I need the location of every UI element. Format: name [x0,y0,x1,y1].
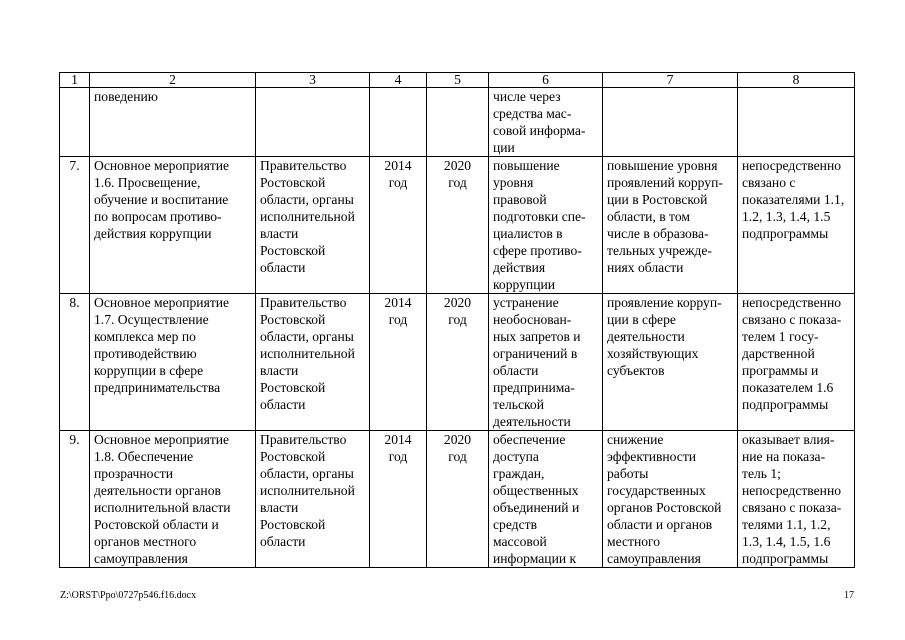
cell-text-line: области, органы [260,329,354,344]
cell-text-line: год [448,175,467,190]
cell-text-line: противодействию [94,346,197,361]
indicator-link-cell [738,88,855,157]
cell-text-line: деятельности [607,329,685,344]
cell-text-line: год [448,312,467,327]
cell-text-line: Правительство [260,432,347,447]
expected-result-cell [489,431,603,568]
cell-text-line: повышение [493,158,560,173]
executor-cell [256,157,370,294]
cell-text-line: подготовки спе- [493,209,586,224]
expected-result-cell [489,157,603,294]
cell-text-line: проявление корруп- [607,295,722,310]
header-cell: 1 [60,73,90,88]
indicator-link-cell [738,157,855,294]
cell-text-line: предпринимательства [94,380,221,395]
cell-text-line: объединений и [493,500,580,515]
cell-text-line: программы и [742,363,819,378]
cell-text-line: ных запретов и [493,329,581,344]
cell-text-line: деятельности органов [94,483,221,498]
cell-text-line: области, органы [260,466,354,481]
cell-text-line: непосредственно [742,295,842,310]
table-row [60,157,855,294]
table-row [60,294,855,431]
measure-name-cell [90,294,256,431]
cell-text-line: год [388,449,408,464]
cell-text-line: 2014 [384,158,412,173]
cell-text-line: связано с показа- [742,312,842,327]
cell-text-line: проявлений корруп- [607,175,723,190]
cell-text-line: 2020 [443,432,472,447]
cell-text-line: власти [260,500,299,515]
cell-text-line: 1.7. Осуществление [94,312,209,327]
table-row [60,88,855,157]
cell-text-line: доступа [493,449,539,464]
cell-text-line: показателем 1.6 [742,380,834,395]
cell-text-line: устранение [493,295,559,310]
start-year-cell [370,157,427,294]
cell-text-line: совой информа- [493,123,586,138]
cell-text-line: 8. [69,295,80,310]
cell-text-line: коррупции в сфере [94,363,204,378]
consequences-cell [603,431,738,568]
cell-text-line: 7. [69,158,80,173]
header-cell: 4 [370,73,427,88]
cell-text-line: 1.8. Обеспечение [94,449,194,464]
cell-text-line: ции [493,140,515,155]
cell-text-line: средств [493,517,537,532]
cell-text-line: Правительство [260,295,347,310]
cell-text-line: по вопросам противо- [94,209,222,224]
header-cell: 7 [603,73,738,88]
cell-text-line: эффективности [607,449,697,464]
cell-text-line: подпрограммы [742,226,829,241]
cell-text-line: коррупции [493,277,556,292]
cell-text-line: дарственной [742,346,815,361]
cell-text-line: действия коррупции [94,226,212,241]
cell-text-line: власти [260,363,299,378]
cell-text-line: комплекса мер по [94,329,196,344]
cell-text-line: повышение уровня [607,158,718,173]
cell-text-line: тельской [493,397,544,412]
cell-text-line: уровня [493,175,534,190]
cell-text-line: местного [607,534,661,549]
cell-text-line: Ростовской [260,517,326,532]
header-cell: 6 [489,73,603,88]
cell-text-line: правовой [493,192,547,207]
cell-text-line: непосредственно [742,158,842,173]
cell-text-line: обеспечение [493,432,566,447]
cell-text-line: числе в образова- [607,226,709,241]
header-cell: 5 [427,73,489,88]
cell-text-line: Ростовской [260,312,326,327]
cell-text-line: телями 1.1, 1.2, [742,517,831,532]
table-body [60,73,855,568]
end-year-cell [427,88,489,157]
cell-text-line: обучение и воспитание [94,192,229,207]
start-year-cell [370,294,427,431]
measure-name-cell [90,88,256,157]
cell-text-line: 2020 [443,295,472,310]
cell-text-line: поведению [94,89,158,104]
cell-text-line: непосредственно [742,483,842,498]
header-cell: 3 [256,73,370,88]
cell-text-line: области, органы [260,192,354,207]
cell-text-line: тель 1; [742,466,781,481]
cell-text-line: деятельности [493,414,571,429]
main-table [59,72,855,568]
cell-text-line: 2014 [384,432,412,447]
cell-text-line: сфере противо- [493,243,582,258]
cell-text-line: 1.2, 1.3, 1.4, 1.5 [742,209,831,224]
cell-text-line: действия [493,260,546,275]
cell-text-line: год [448,449,467,464]
cell-text-line: общественных [493,483,579,498]
cell-text-line: ции в сфере [607,312,676,327]
cell-text-line: связано с [742,175,796,190]
cell-text-line: Ростовской [260,243,326,258]
cell-text-line: области и органов [607,517,713,532]
cell-text-line: телем 1 госу- [742,329,819,344]
cell-text-line: тельных учрежде- [607,243,712,258]
cell-text-line: ции в Ростовской [607,192,708,207]
cell-text-line: власти [260,226,299,241]
consequences-cell [603,88,738,157]
indicator-link-cell [738,431,855,568]
cell-text-line: связано с показа- [742,500,842,515]
start-year-cell [370,88,427,157]
executor-cell [256,294,370,431]
executor-cell [256,88,370,157]
footer-page-number: 17 [844,590,854,601]
cell-text-line: подпрограммы [742,397,829,412]
measure-name-cell [90,157,256,294]
column-number-row [60,73,855,88]
cell-text-line: исполнительной [260,346,355,361]
cell-text-line: области [260,534,306,549]
consequences-cell [603,294,738,431]
cell-text-line: самоуправления [607,551,701,566]
header-cell: 2 [90,73,256,88]
row-number-cell [60,157,90,294]
cell-text-line: Ростовской [260,175,326,190]
executor-cell [256,431,370,568]
cell-text-line: числе через [493,89,561,104]
cell-text-line: Основное мероприятие [94,432,230,447]
cell-text-line: области [260,397,306,412]
cell-text-line: оказывает влия- [742,432,835,447]
cell-text-line: показателями 1.1, [742,192,845,207]
cell-text-line: исполнительной власти [94,500,231,515]
cell-text-line: ограничений в [493,346,578,361]
cell-text-line: 2020 [443,158,472,173]
start-year-cell [370,431,427,568]
cell-text-line: массовой [493,534,547,549]
cell-text-line: органов местного [94,534,197,549]
cell-text-line: Ростовской [260,380,326,395]
cell-text-line: области [493,363,539,378]
cell-text-line: циалистов в [493,226,563,241]
expected-result-cell [489,294,603,431]
measure-name-cell [90,431,256,568]
cell-text-line: Ростовской [260,449,326,464]
cell-text-line: исполнительной [260,209,355,224]
end-year-cell [427,157,489,294]
cell-text-line: государственных [607,483,706,498]
cell-text-line: информации к [493,551,577,566]
cell-text-line: Основное мероприятие [94,158,230,173]
row-number-cell [60,294,90,431]
cell-text-line: исполнительной [260,483,355,498]
cell-text-line: снижение [607,432,664,447]
cell-text-line: средства мас- [493,106,572,121]
end-year-cell [427,431,489,568]
row-number-cell [60,88,90,157]
indicator-link-cell [738,294,855,431]
cell-text-line: год [388,175,408,190]
end-year-cell [427,294,489,431]
consequences-cell [603,157,738,294]
cell-text-line: Основное мероприятие [94,295,230,310]
cell-text-line: хозяйствующих [607,346,699,361]
cell-text-line: необоснован- [493,312,572,327]
expected-result-cell [489,88,603,157]
cell-text-line: прозрачности [94,466,174,481]
cell-text-line: предпринима- [493,380,575,395]
cell-text-line: субъектов [607,363,665,378]
cell-text-line: 2014 [384,295,412,310]
cell-text-line: ниях области [607,260,684,275]
table-row [60,431,855,568]
cell-text-line: год [388,312,408,327]
footer-file-path: Z:\ORST\Ppo\0727p546.f16.docx [60,590,197,601]
cell-text-line: подпрограммы [742,551,829,566]
cell-text-line: граждан, [493,466,545,481]
cell-text-line: ние на показа- [742,449,826,464]
cell-text-line: Правительство [260,158,347,173]
cell-text-line: области, в том [607,209,690,224]
cell-text-line: самоуправления [94,551,188,566]
cell-text-line: области [260,260,306,275]
row-number-cell [60,431,90,568]
cell-text-line: Ростовской области и [94,517,219,532]
cell-text-line: работы [607,466,649,481]
header-cell: 8 [738,73,855,88]
cell-text-line: 9. [69,432,80,447]
cell-text-line: 1.3, 1.4, 1.5, 1.6 [742,534,831,549]
cell-text-line: органов Ростовской [607,500,722,515]
cell-text-line: 1.6. Просвещение, [94,175,201,190]
